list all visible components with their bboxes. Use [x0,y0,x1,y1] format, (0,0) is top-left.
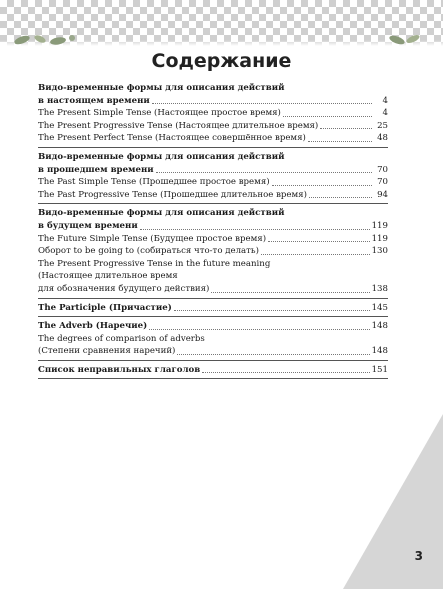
toc-entry-title: The Past Simple Tense (Прошедшее простое время) [38,177,270,188]
toc-entry-title: Видо-временные формы для описания действий [38,208,285,219]
toc-entry[interactable] [38,120,388,133]
toc-entry-title: Список неправильных глаголов [38,364,201,375]
toc-entry[interactable] [38,320,388,333]
toc-entry[interactable] [38,233,388,246]
toc-entry-page: 94 [377,189,388,200]
toc-entry-page: 130 [371,246,388,257]
toc-entry[interactable] [38,333,388,346]
toc-leader-dots [261,254,370,255]
toc-entry-title: Видо-временные формы для описания действий [38,151,285,162]
toc-entry[interactable] [38,220,388,233]
toc-entry-page: 119 [371,233,388,244]
toc-leader-dots [272,185,372,186]
toc-entry[interactable] [38,132,388,145]
toc-leader-dots [177,354,369,355]
toc-entry-title: The Future Simple Tense (Будущее простое время) [38,233,267,244]
toc-entry-title: в прошедшем времени [38,164,154,175]
table-of-contents [38,82,388,379]
toc-entry[interactable] [38,302,388,315]
toc-section [38,361,388,380]
toc-entry-page: 70 [377,164,388,175]
toc-entry-page: 138 [371,283,388,294]
toc-entry-title: The Present Simple Tense (Настоящее простое время) [38,108,281,119]
toc-entry-title: в будущем времени [38,220,138,231]
toc-entry-page: 4 [382,108,388,119]
toc-entry[interactable] [38,82,388,95]
toc-entry-page: 148 [371,321,388,332]
toc-entry-title: Видо-временные формы для описания действий [38,83,285,93]
toc-entry[interactable] [38,95,388,108]
toc-leader-dots [308,141,372,142]
toc-leader-dots [156,172,372,173]
toc-entry-page: 148 [371,346,388,357]
toc-entry-page: 70 [377,177,388,188]
toc-entry[interactable] [38,107,388,120]
page-corner-decoration [343,414,443,589]
toc-entry[interactable] [38,151,388,164]
toc-entry[interactable] [38,258,388,271]
toc-leader-dots [320,128,372,129]
toc-entry-title: The Past Progressive Tense (Прошедшее длительное время) [38,189,307,200]
leaf-decoration-icon [12,30,82,48]
toc-leader-dots [211,292,369,293]
toc-entry-page: 4 [382,95,388,106]
toc-entry[interactable] [38,189,388,202]
toc-entry-title: The Present Progressive Tense (Настоящее длительное время) [38,120,319,131]
page-title: Содержание [151,50,292,72]
toc-leader-dots [174,310,370,311]
toc-entry-page: 48 [377,133,388,144]
toc-leader-dots [202,372,369,373]
toc-entry-title: (Степени сравнения наречий) [38,346,176,357]
toc-leader-dots [140,229,370,230]
toc-entry[interactable] [38,364,388,377]
toc-entry-title: The Adverb (Наречие) [38,321,148,332]
toc-entry[interactable] [38,270,388,283]
toc-entry-title: для обозначения будущего действия) [38,283,210,294]
toc-entry-title: в настоящем времени [38,95,150,106]
toc-section [38,299,388,318]
toc-leader-dots [283,116,372,117]
toc-entry-page: 119 [371,220,388,231]
toc-leader-dots [149,329,369,330]
toc-entry[interactable] [38,245,388,258]
toc-entry-title: (Настоящее длительное время [38,271,178,282]
toc-section [38,82,388,148]
toc-section [38,204,388,298]
leaf-decoration-icon [385,30,425,48]
toc-entry[interactable] [38,207,388,220]
toc-entry-title: Оборот to be going to (собираться что-то делать) [38,246,259,257]
toc-leader-dots [152,103,372,104]
toc-entry[interactable] [38,283,388,296]
toc-leader-dots [309,197,372,198]
toc-section [38,317,388,361]
toc-entry-title: The Present Progressive Tense in the future meaning [38,258,271,269]
toc-entry[interactable] [38,164,388,177]
toc-section [38,148,388,204]
toc-entry[interactable] [38,176,388,189]
toc-entry-page: 145 [371,302,388,313]
toc-entry-page: 151 [371,364,388,375]
toc-entry-page: 25 [377,120,388,131]
page-number: 3 [414,549,423,563]
toc-entry-title: The degrees of comparison of adverbs [38,333,205,344]
toc-entry[interactable] [38,345,388,358]
toc-entry-title: The Participle (Причастие) [38,302,172,313]
toc-entry-title: The Present Perfect Tense (Настоящее совершённое время) [38,133,306,144]
toc-leader-dots [268,241,370,242]
